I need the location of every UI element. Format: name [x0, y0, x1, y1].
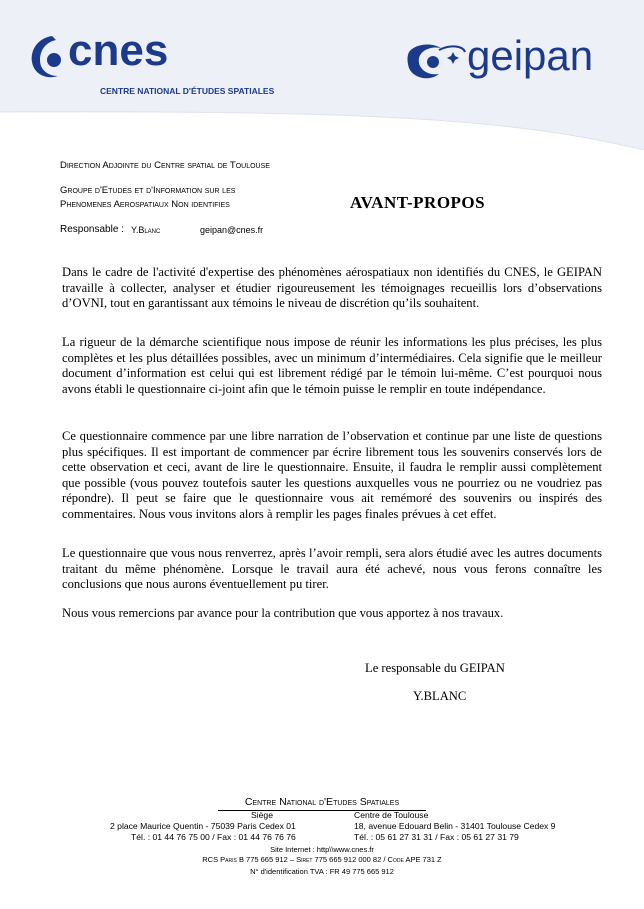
cnes-logo-text: cnes [68, 26, 169, 75]
footer-siege-address: 2 place Maurice Quentin - 75039 Paris Cedex 01 [110, 821, 296, 831]
paragraph-1: Dans le cadre de l'activité d'expertise des phénomènes aérospatiaux non identifiés du CNES, le GEIPAN travaille à collecter, analyser et étudier rigoureusement les témoignages recueillis lors d’observations d’OVNI, tout en garantissant aux témoins le niveau de discrétion qu’ils souhaitent. [62, 265, 602, 310]
page-title: AVANT-PROPOS [350, 193, 486, 212]
paragraph-5: Nous vous remercions par avance pour la contribution que vous apportez à nos travaux. [62, 606, 504, 620]
signature-name: Y.BLANC [413, 689, 467, 703]
paragraph-2: La rigueur de la démarche scientifique nous impose de réunir les informations les plus précises, les plus complètes et les plus détaillées possibles, avec un minimum d’intermédiaires. Cela signifie que le meilleur document d’information est celui qui est librement rédigé par le témoin lui-même. C’est pourquoi nous avons établi le questionnaire ci-joint afin que le témoin puisse le remplir en toute indépendance. [62, 335, 602, 396]
paragraph-3: Ce questionnaire commence par une libre narration de l’observation et continue par une liste de questions plus spécifiques. Il est important de commencer par écrire librement tous les souvenirs conservés lors de cette observation et ceci, avant de lire le questionnaire. Ensuite, il faudra le remplir aussi complètement que possible (vous pouvez toutefois sauter les questions auxquelles vous ne pourriez ou ne voudriez pas répondre). Il peut se faire que le questionnaire vous ait remémoré des souvenirs ou inspirés des commentaires. Nous vous invitons alors à remplir les pages finales prévues à cet effet. [62, 429, 602, 521]
direction-line: Direction Adjointe du Centre spatial de Toulouse [60, 160, 270, 171]
groupe-line-2: Phenomenes Aerospatiaux Non identifies [60, 199, 230, 210]
footer-toulouse-label: Centre de Toulouse [354, 810, 429, 820]
geipan-logo [405, 32, 620, 92]
geipan-swoosh-icon [405, 42, 467, 86]
contact-email[interactable]: geipan@cnes.fr [200, 225, 264, 235]
cnes-swoosh-icon [30, 34, 70, 80]
responsable-label: Responsable : [60, 224, 124, 235]
paragraph-4: Le questionnaire que vous nous renverrez, après l’avoir rempli, sera alors étudié avec les autres documents traitant du même phénomène. Lorsque le travail aura été achevé, nous vous ferons connaître les conclusions que nous aurons éventuellement pu tirer. [62, 546, 602, 591]
footer-toulouse-phone: Tél. : 05 61 27 31 31 / Fax : 05 61 27 31 79 [354, 832, 519, 842]
geipan-logo-text: geipan [467, 32, 594, 79]
signature-title: Le responsable du GEIPAN [365, 661, 505, 675]
groupe-line-1: Groupe d'Etudes et d'Information sur les [60, 185, 236, 196]
footer-rcs: RCS Paris B 775 665 912 – Siret 775 665 912 000 82 / Code APE 731 Z [202, 855, 442, 864]
footer-tva: N° d'identification TVA : FR 49 775 665 912 [250, 867, 394, 876]
cnes-logo-subtitle: CENTRE NATIONAL D'ÉTUDES SPATIALES [100, 86, 275, 96]
cnes-logo [30, 26, 275, 100]
footer-org: Centre National d'Etudes Spatiales [244, 796, 400, 808]
footer-toulouse-address: 18, avenue Edouard Belin - 31401 Toulouse Cedex 9 [354, 821, 556, 831]
footer-siege-label: Siège [251, 810, 273, 820]
footer-website[interactable]: Site Internet : http\\www.cnes.fr [270, 845, 374, 854]
footer-siege-phone: Tél. : 01 44 76 75 00 / Fax : 01 44 76 76 76 [131, 832, 296, 842]
responsable-name: Y.Blanc [131, 225, 161, 235]
